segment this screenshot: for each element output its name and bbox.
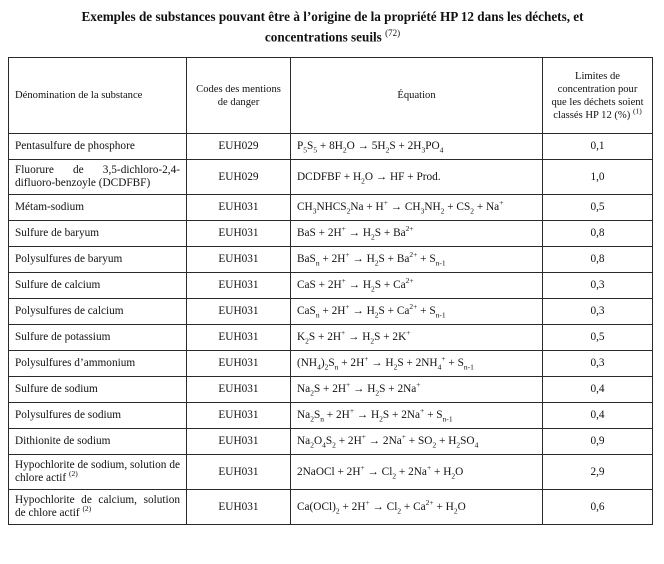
cell-equation bbox=[291, 325, 543, 351]
equation-segment: BaS + 2H bbox=[297, 227, 342, 239]
substance-footnote-ref: (2) bbox=[68, 469, 78, 479]
equation-segment: 2 bbox=[371, 284, 375, 294]
equation-segment: 2 bbox=[305, 336, 309, 346]
equation-segment: + bbox=[361, 432, 366, 442]
equation-segment: + bbox=[401, 432, 406, 442]
equation-segment: S bbox=[325, 435, 333, 447]
cell-hazard-code: EUH031 bbox=[187, 429, 291, 455]
equation-segment: + Ca bbox=[401, 500, 426, 513]
equation-segment: 2+ bbox=[405, 276, 414, 286]
equation-segment: NH bbox=[424, 201, 441, 213]
equation-segment: 2 bbox=[440, 206, 445, 216]
cell-concentration-limit: 0,5 bbox=[543, 195, 653, 221]
equation-segment: + 2H bbox=[319, 305, 346, 317]
table-row bbox=[9, 455, 653, 490]
equation-segment: → CH bbox=[387, 201, 421, 213]
equation-segment: → H bbox=[345, 227, 372, 239]
equation-segment: + bbox=[426, 462, 432, 472]
equation-segment: 2NaOCl + 2H bbox=[297, 465, 361, 478]
table-row bbox=[9, 377, 653, 403]
equation-segment: 2 bbox=[379, 414, 383, 424]
equation-segment: S bbox=[307, 140, 314, 152]
equation-segment: O → HF + Prod. bbox=[364, 170, 441, 183]
header-limit-text: Limites de concentration pour que les déchets soient classés HP 12 (%) bbox=[551, 70, 644, 121]
cell-substance-name bbox=[9, 377, 187, 403]
equation-segment: PO bbox=[425, 140, 440, 152]
cell-hazard-code: EUH031 bbox=[187, 325, 291, 351]
equation-segment: → H bbox=[354, 409, 380, 421]
header-concentration-limit bbox=[543, 58, 653, 134]
equation-segment: 5 bbox=[313, 145, 318, 155]
equation-segment: + H bbox=[433, 500, 454, 513]
equation-segment: → H bbox=[349, 305, 375, 317]
equation-segment: S bbox=[313, 409, 321, 421]
equation-segment: n bbox=[315, 258, 320, 268]
equation-segment: O bbox=[455, 465, 464, 478]
equation-segment: 2 bbox=[374, 258, 379, 268]
equation-segment: 2 bbox=[332, 440, 336, 450]
header-limit-footnote: (1) bbox=[632, 105, 642, 115]
equation-segment: Na bbox=[297, 409, 311, 421]
equation-segment: S + 2K bbox=[374, 331, 407, 343]
table-title bbox=[60, 8, 605, 45]
equation-segment: + Na bbox=[474, 201, 500, 213]
equation-segment: 2 bbox=[451, 470, 456, 480]
equation-segment: P bbox=[297, 140, 304, 152]
equation-segment: 4 bbox=[437, 362, 442, 372]
equation-segment: CH bbox=[297, 201, 313, 213]
equation-segment: 2 bbox=[393, 362, 398, 372]
equation-segment: + S bbox=[417, 253, 436, 265]
table-row bbox=[9, 429, 653, 455]
equation-segment: + bbox=[345, 250, 350, 260]
equation-segment: Na bbox=[297, 435, 311, 447]
equation-segment: n-1 bbox=[442, 414, 453, 424]
equation-segment: + bbox=[341, 328, 346, 338]
equation-segment: n-1 bbox=[435, 258, 446, 268]
equation-segment: → H bbox=[345, 331, 371, 343]
equation-segment: → Cl bbox=[364, 465, 393, 478]
cell-concentration-limit: 0,4 bbox=[543, 403, 653, 429]
cell-equation bbox=[291, 351, 543, 377]
equation-segment: S + 2H bbox=[308, 331, 342, 343]
cell-equation bbox=[291, 403, 543, 429]
substance-name: Métam-sodium bbox=[15, 201, 85, 213]
equation-segment: 2 bbox=[375, 388, 380, 398]
cell-equation bbox=[291, 195, 543, 221]
cell-substance-name bbox=[9, 247, 187, 273]
cell-concentration-limit: 0,1 bbox=[543, 134, 653, 160]
cell-equation bbox=[291, 377, 543, 403]
equation-segment: 2+ bbox=[409, 250, 418, 260]
equation-segment: + bbox=[360, 462, 365, 472]
equation-segment: 2 bbox=[346, 206, 351, 216]
table-body bbox=[9, 134, 653, 525]
equation-segment: + bbox=[383, 198, 388, 208]
equation-segment: 2 bbox=[324, 362, 329, 372]
cell-hazard-code: EUH031 bbox=[187, 299, 291, 325]
equation-segment: Na + H bbox=[350, 201, 384, 213]
equation-segment: 2 bbox=[453, 505, 458, 515]
equation-segment: (NH bbox=[297, 357, 318, 369]
equation-segment: 2+ bbox=[405, 224, 414, 234]
header-substance-name: Dénomination de la substance bbox=[9, 58, 187, 134]
cell-concentration-limit: 0,9 bbox=[543, 429, 653, 455]
cell-equation bbox=[291, 299, 543, 325]
substance-name: Polysulfures d’ammonium bbox=[15, 357, 136, 369]
cell-equation bbox=[291, 221, 543, 247]
cell-concentration-limit: 0,8 bbox=[543, 221, 653, 247]
equation-segment: Na bbox=[297, 383, 311, 395]
equation-segment: 3 bbox=[312, 206, 317, 216]
equation-segment: + bbox=[365, 497, 370, 507]
table-row bbox=[9, 221, 653, 247]
equation-segment: K bbox=[297, 331, 306, 343]
equation-segment: SO bbox=[460, 435, 475, 447]
cell-substance-name bbox=[9, 351, 187, 377]
cell-substance-name bbox=[9, 299, 187, 325]
equation-segment: 3 bbox=[420, 206, 425, 216]
cell-equation bbox=[291, 160, 543, 195]
equation-segment: + H bbox=[431, 465, 452, 478]
cell-equation bbox=[291, 247, 543, 273]
equation-segment: S + Ca bbox=[374, 279, 406, 291]
equation-segment: n-1 bbox=[463, 362, 474, 372]
cell-hazard-code: EUH029 bbox=[187, 160, 291, 195]
equation-segment: S + 2H bbox=[313, 383, 347, 395]
header-hazard-codes: Codes des mentions de danger bbox=[187, 58, 291, 134]
title-text: Exemples de substances pouvant être à l’origine de la propriété HP 12 dans les déchets, et concentrations seuils bbox=[81, 9, 584, 45]
equation-segment: + bbox=[364, 354, 369, 364]
cell-substance-name bbox=[9, 221, 187, 247]
cell-hazard-code: EUH031 bbox=[187, 221, 291, 247]
equation-segment: O bbox=[457, 500, 466, 513]
table-row bbox=[9, 325, 653, 351]
table-row bbox=[9, 351, 653, 377]
equation-segment: 2 bbox=[310, 440, 314, 450]
equation-segment: 2 bbox=[385, 145, 390, 155]
equation-segment: + bbox=[441, 354, 446, 364]
equation-segment: + bbox=[406, 328, 411, 338]
equation-segment: + H bbox=[436, 435, 457, 447]
cell-hazard-code: EUH031 bbox=[187, 403, 291, 429]
cell-hazard-code: EUH031 bbox=[187, 195, 291, 221]
equation-segment: 2 bbox=[432, 440, 437, 450]
equation-segment: → H bbox=[350, 383, 376, 395]
equation-segment: 2 bbox=[361, 175, 365, 185]
equation-segment: BaS bbox=[297, 253, 316, 265]
cell-hazard-code: EUH031 bbox=[187, 455, 291, 490]
table-row bbox=[9, 273, 653, 299]
cell-hazard-code: EUH031 bbox=[187, 490, 291, 525]
equation-segment: S + 2Na bbox=[382, 409, 421, 421]
equation-segment: CaS + 2H bbox=[297, 279, 342, 291]
equation-segment: → H bbox=[345, 279, 372, 291]
equation-segment: O → 5H bbox=[346, 140, 386, 152]
equation-segment: 2 bbox=[335, 505, 340, 515]
cell-substance-name bbox=[9, 490, 187, 525]
equation-segment: O bbox=[313, 435, 323, 447]
equation-segment: + 2H bbox=[323, 409, 350, 421]
equation-segment: 4 bbox=[322, 440, 326, 450]
equation-segment: + 2H bbox=[319, 253, 346, 265]
cell-substance-name bbox=[9, 134, 187, 160]
cell-concentration-limit: 0,6 bbox=[543, 490, 653, 525]
cell-substance-name bbox=[9, 455, 187, 490]
cell-hazard-code: EUH029 bbox=[187, 134, 291, 160]
equation-segment: 2 bbox=[342, 145, 347, 155]
equation-segment: n bbox=[334, 362, 339, 372]
cell-hazard-code: EUH031 bbox=[187, 247, 291, 273]
cell-substance-name bbox=[9, 403, 187, 429]
equation-segment: 4 bbox=[439, 145, 444, 155]
equation-segment: S + 2Na bbox=[379, 383, 417, 395]
cell-concentration-limit: 0,4 bbox=[543, 377, 653, 403]
equation-segment: n bbox=[320, 414, 324, 424]
equation-segment: n bbox=[315, 310, 320, 320]
title-footnote-ref: (72) bbox=[385, 28, 401, 38]
cell-hazard-code: EUH031 bbox=[187, 377, 291, 403]
equation-segment: → Cl bbox=[369, 500, 398, 513]
header-equation: Équation bbox=[291, 58, 543, 134]
table-header bbox=[9, 58, 653, 134]
equation-segment: → H bbox=[349, 253, 375, 265]
cell-concentration-limit: 0,8 bbox=[543, 247, 653, 273]
equation-segment: 2+ bbox=[409, 302, 418, 312]
table-row bbox=[9, 247, 653, 273]
equation-segment: + S bbox=[424, 409, 443, 421]
cell-concentration-limit: 0,5 bbox=[543, 325, 653, 351]
substance-name: Polysulfures de calcium bbox=[15, 305, 124, 317]
substance-name: Dithionite de sodium bbox=[15, 435, 111, 447]
equation-segment: + 8H bbox=[317, 140, 343, 152]
cell-equation bbox=[291, 134, 543, 160]
substance-name: Sulfure de sodium bbox=[15, 383, 98, 395]
cell-hazard-code: EUH031 bbox=[187, 273, 291, 299]
equation-segment: 2 bbox=[310, 414, 314, 424]
table-row bbox=[9, 134, 653, 160]
equation-segment: S + 2H bbox=[389, 140, 422, 152]
equation-segment: 2 bbox=[310, 388, 314, 398]
equation-segment: S + Ba bbox=[374, 227, 406, 239]
equation-segment: + bbox=[416, 380, 421, 390]
equation-segment: ) bbox=[320, 357, 325, 369]
cell-substance-name bbox=[9, 273, 187, 299]
cell-concentration-limit: 2,9 bbox=[543, 455, 653, 490]
substance-name: Pentasulfure de phosphore bbox=[15, 140, 135, 152]
equation-segment: 2 bbox=[397, 505, 402, 515]
equation-segment: S bbox=[328, 357, 335, 369]
cell-equation bbox=[291, 273, 543, 299]
cell-concentration-limit: 0,3 bbox=[543, 273, 653, 299]
cell-concentration-limit: 0,3 bbox=[543, 351, 653, 377]
equation-segment: S + 2NH bbox=[397, 357, 438, 369]
equation-segment: + S bbox=[417, 305, 436, 317]
equation-segment: + bbox=[345, 302, 350, 312]
substance-name: Polysulfures de sodium bbox=[15, 409, 122, 421]
equation-segment: → 2Na bbox=[365, 435, 402, 447]
substance-footnote-ref: (2) bbox=[82, 504, 92, 514]
equation-segment: 2 bbox=[374, 310, 379, 320]
substance-name: Fluorure de 3,5-dichloro-2,4-difluoro-benzoyle (DCDFBF) bbox=[15, 164, 180, 189]
equation-segment: → H bbox=[368, 357, 394, 369]
equation-segment: Ca(OCl) bbox=[297, 500, 336, 513]
equation-segment: + CS bbox=[444, 201, 471, 213]
substance-name: Sulfure de baryum bbox=[15, 227, 100, 239]
equation-segment: CaS bbox=[297, 305, 316, 317]
equation-segment: 3 bbox=[421, 145, 426, 155]
substance-name: Sulfure de potassium bbox=[15, 331, 111, 343]
equation-segment: 5 bbox=[303, 145, 308, 155]
equation-segment: + bbox=[341, 276, 346, 286]
substances-table bbox=[8, 57, 653, 525]
equation-segment: + 2H bbox=[335, 435, 362, 447]
substance-name: Sulfure de calcium bbox=[15, 279, 101, 291]
cell-substance-name bbox=[9, 195, 187, 221]
equation-segment: S + Ba bbox=[378, 253, 410, 265]
cell-hazard-code: EUH031 bbox=[187, 351, 291, 377]
equation-segment: 2 bbox=[371, 232, 375, 242]
equation-segment: + bbox=[349, 406, 355, 416]
equation-segment: 2 bbox=[456, 440, 461, 450]
equation-segment: + bbox=[346, 380, 351, 390]
substance-name: Hypochlorite de sodium, solution de chlore actif bbox=[15, 459, 180, 484]
equation-segment: + 2H bbox=[339, 500, 366, 513]
substance-name: Polysulfures de baryum bbox=[15, 253, 123, 265]
cell-substance-name bbox=[9, 160, 187, 195]
table-row bbox=[9, 299, 653, 325]
equation-segment: 2 bbox=[470, 206, 474, 216]
cell-equation bbox=[291, 455, 543, 490]
equation-segment: + bbox=[341, 224, 346, 234]
equation-segment: 4 bbox=[317, 362, 321, 372]
equation-segment: S + Ca bbox=[378, 305, 410, 317]
cell-substance-name bbox=[9, 429, 187, 455]
equation-segment: DCDFBF + H bbox=[297, 170, 362, 183]
equation-segment: n-1 bbox=[435, 310, 446, 320]
cell-equation bbox=[291, 490, 543, 525]
equation-segment: NHCS bbox=[316, 201, 347, 213]
table-row bbox=[9, 490, 653, 525]
equation-segment: + S bbox=[445, 357, 464, 369]
cell-concentration-limit: 0,3 bbox=[543, 299, 653, 325]
cell-equation bbox=[291, 429, 543, 455]
equation-segment: + bbox=[499, 198, 504, 208]
equation-segment: 2 bbox=[392, 470, 397, 480]
table-row bbox=[9, 403, 653, 429]
table-row bbox=[9, 160, 653, 195]
cell-substance-name bbox=[9, 325, 187, 351]
substance-name: Hypochlorite de calcium, solution de chlore actif bbox=[15, 494, 180, 519]
equation-segment: 2 bbox=[370, 336, 375, 346]
equation-segment: + SO bbox=[405, 435, 433, 447]
table-row bbox=[9, 195, 653, 221]
cell-concentration-limit: 1,0 bbox=[543, 160, 653, 195]
equation-segment: + 2Na bbox=[396, 465, 427, 478]
equation-segment: 4 bbox=[474, 440, 479, 450]
equation-segment: + bbox=[420, 406, 425, 416]
equation-segment: 2+ bbox=[425, 497, 434, 507]
equation-segment: + 2H bbox=[338, 357, 365, 369]
